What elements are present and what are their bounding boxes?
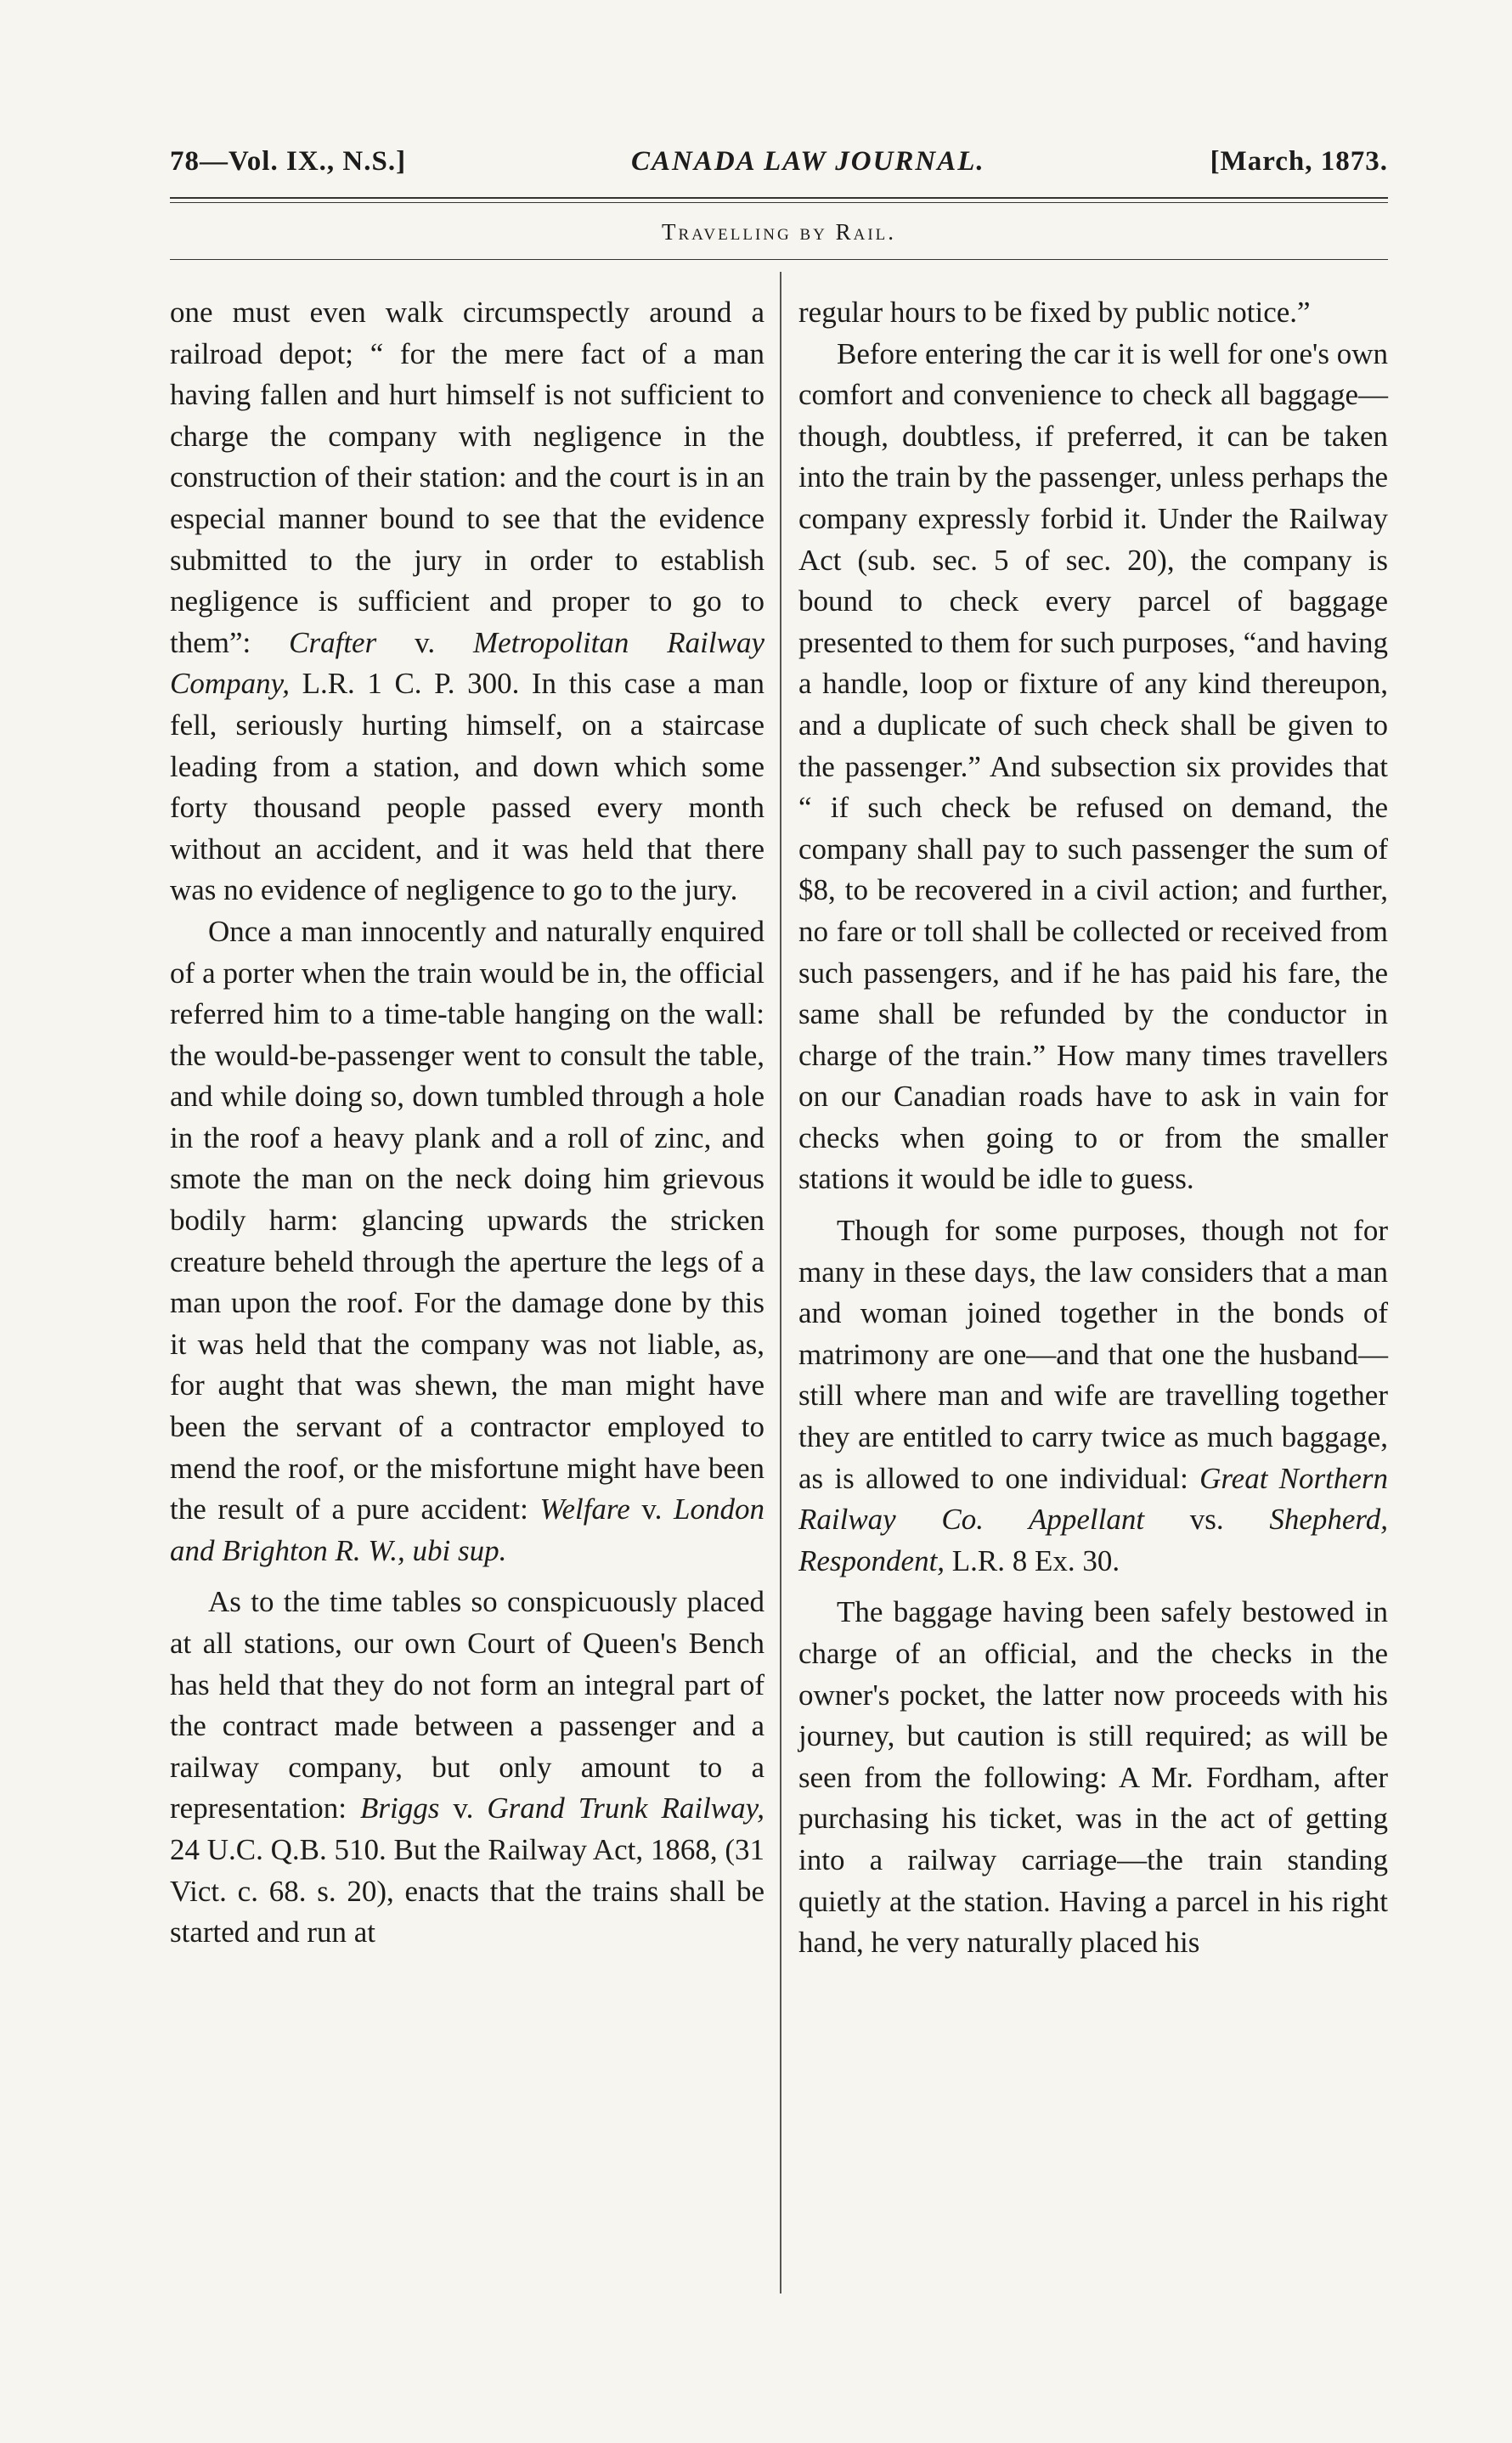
case-name: Welfare bbox=[539, 1492, 630, 1526]
left-paragraph-2 bbox=[170, 911, 764, 1572]
left-column bbox=[170, 292, 764, 1954]
case-name: Great Northern Railway Co. Appellant bbox=[798, 1461, 1389, 1537]
versus: v. bbox=[629, 1492, 674, 1526]
header-volume: 78—Vol. IX., N.S.] bbox=[170, 146, 407, 177]
right-paragraph-1: regular hours to be fixed by public notice.” bbox=[798, 296, 1311, 329]
case-name: Shepherd, Respondent, bbox=[798, 1503, 1388, 1577]
case-name: Grand Trunk Railway, bbox=[487, 1791, 764, 1825]
versus: v. bbox=[376, 625, 473, 659]
header-date: [March, 1873. bbox=[1210, 146, 1388, 177]
right-column bbox=[798, 292, 1388, 1964]
versus: vs. bbox=[1144, 1503, 1270, 1537]
column-divider bbox=[780, 272, 781, 2293]
right-paragraph-2: Before entering the car it is well for one's own comfort and convenience to check all baggage—though, doubtless, if preferred, it can be taken into the train by the passenger, unless perhaps the company expressly forbid it. Under the Railway Act (sub. sec. 5 of sec. 20), the company is bound to check every parcel of baggage presented to them for such purposes, “and having a handle, loop or fixture of any kind thereupon, and a duplicate of such check shall be given to the passenger.” And subsection six provides that “ if such check be refused on demand, the company shall pay to such passenger the sum of $8, to be recovered in a civil action; and further, no fare or toll shall be collected or received from such passengers, and if he has paid his fare, the same shall be refunded by the conductor in charge of the train.” How many times travellers on our Canadian roads have to ask in vain for checks when going to or from the smaller stations it would be idle to guess. bbox=[798, 336, 1388, 1196]
header-rule-bottom bbox=[170, 202, 1388, 203]
left-paragraph-3 bbox=[170, 1582, 764, 1953]
left-p1-text: one must even walk circumspectly around a railroad depot; “ for the mere fact of a man having fallen and hurt himself is not sufficient to charge the company with negligence in the construction of their station: and the court is in an especial manner bound to see that the evidence submitted to the jury in order to establish negligence is sufficient and proper to go to them”: bbox=[170, 296, 764, 659]
section-title: Travelling by Rail. bbox=[661, 219, 897, 245]
right-paragraph-3 bbox=[798, 1210, 1388, 1582]
left-p3-text: As to the time tables so conspicuously placed at all stations, our own Court of Queen's Bench has held that they do not form an integral part of the contract made between a passenger and a railway company, but only amount to a representation: bbox=[170, 1585, 764, 1825]
right-p3-text: Though for some purposes, though not for many in these days, the law considers that a man and woman joined together in the bonds of matrimony are one—and that one the husband—still where man and wife are travelling together they are entitled to carry twice as much baggage, as is allowed to one individual: bbox=[798, 1214, 1388, 1495]
running-header bbox=[170, 146, 1388, 178]
versus: v. bbox=[439, 1791, 488, 1825]
left-paragraph-1 bbox=[170, 292, 764, 911]
header-journal-title: CANADA LAW JOURNAL. bbox=[630, 146, 985, 177]
case-name: Crafter bbox=[289, 625, 377, 659]
case-name: Briggs bbox=[359, 1791, 440, 1825]
left-p3-rest: 24 U.C. Q.B. 510. But the Railway Act, 1868, (31 Vict. c. 68. s. 20), enacts that the trains shall be started and run at bbox=[170, 1832, 764, 1949]
case-name: Metropolitan Railway Company, bbox=[170, 625, 764, 701]
case-name: London and Brighton R. W., ubi sup. bbox=[170, 1492, 765, 1567]
right-paragraph-4: The baggage having been safely bestowed in charge of an official, and the checks in the owner's pocket, the latter now proceeds with his journey, but caution is still required; as will be seen from the following: A Mr. Fordham, after purchasing his ticket, was in the act of getting into a railway carriage—the train standing quietly at the station. Having a parcel in his right hand, he very naturally placed his bbox=[798, 1595, 1388, 1960]
left-p1-citation: L.R. 1 C. P. 300. In this case a man fell, seriously hurting himself, on a staircase leading from a station, and down which some forty thousand people passed every month without an accident, and it was held that there was no evidence of negligence to go to the jury. bbox=[170, 667, 764, 907]
right-p3-citation: L.R. 8 Ex. 30. bbox=[945, 1543, 1120, 1577]
section-rule bbox=[170, 259, 1388, 260]
left-p2-text: Once a man innocently and naturally enquired of a porter when the train would be in, the official referred him to a time-table hanging on the wall: the would-be-passenger went to consult the table, and while doing so, down tumbled through a hole in the roof a heavy plank and a roll of zinc, and smote the man on the neck doing him grievous bodily harm: glancing upwards the stricken creature beheld through the aperture the legs of a man upon the roof. For the damage done by this it was held that the company was not liable, as, for aught that was shewn, the man might have been the servant of a contractor employed to mend the roof, or the misfortune might have been the result of a pure accident: bbox=[170, 914, 764, 1526]
header-rule-top bbox=[170, 197, 1388, 199]
